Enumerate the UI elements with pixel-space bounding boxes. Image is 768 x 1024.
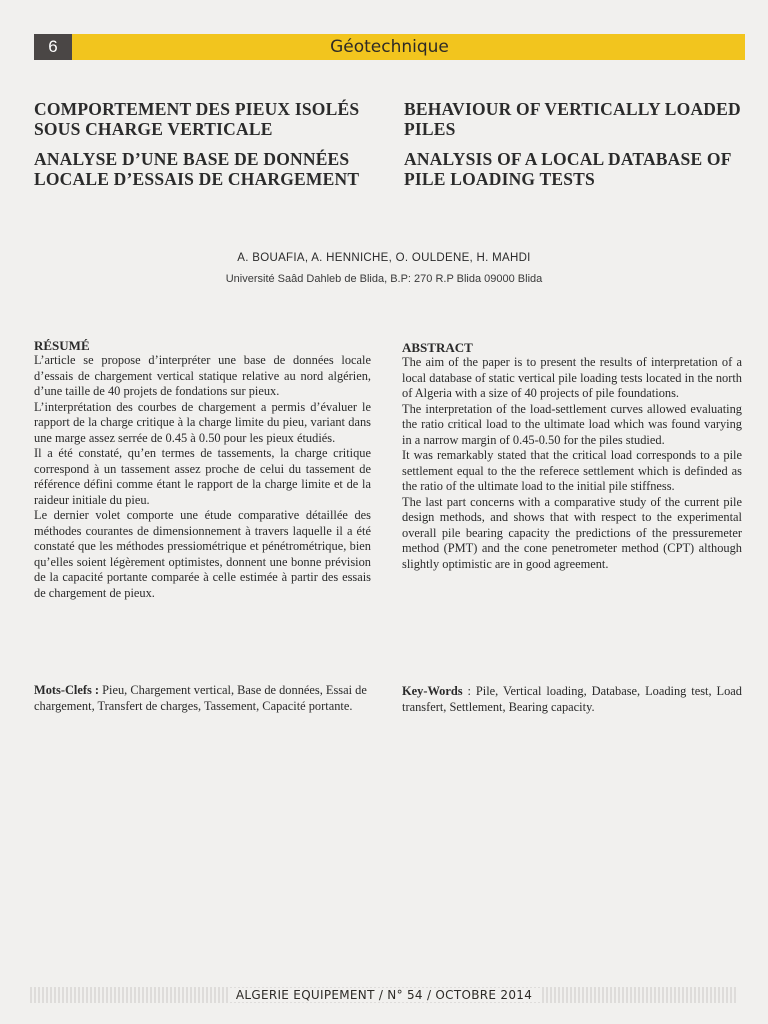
french-keywords <box>34 683 371 714</box>
abstract-heading: ABSTRACT <box>402 340 473 355</box>
abstract-paragraph: The last part concerns with a comparative study of the current pile design methods, and shows that with respect to the experimental overall pile bearing capacity the predictions of the pressuremeter method (PMT) and the cone penetrometer method (CPT) although slightly optimistic are in good agreement. <box>402 494 742 571</box>
english-title <box>404 99 764 189</box>
english-title-main: BEHAVIOUR OF VERTICALLY LOADED PILES <box>404 99 741 139</box>
english-keywords <box>402 684 742 715</box>
authors: A. BOUAFIA, A. HENNICHE, O. OULDENE, H. MAHDI <box>237 252 531 264</box>
footer-text: ALGERIE EQUIPEMENT / N° 54 / OCTOBRE 2014 <box>228 988 540 1002</box>
abstract-paragraph: The interpretation of the load-settlement curves allowed evaluating the ratio critical load to the ultimate load which was found varying in a narrow margin of 0.45-0.50 for the piles studied. <box>402 401 742 447</box>
french-title <box>34 99 394 189</box>
abstract-column <box>402 340 742 572</box>
english-keywords-label: Key-Words <box>402 684 463 698</box>
resume-paragraph: Le dernier volet comporte une étude comparative détaillée des méthodes courantes de dimensionnement à travers laquelle il a été constaté que les méthodes pressiométrique et pénétrométrique, bien qu’elles soient légèrement optimistes, donnent une bonne prévision de la capacité portante comparée à celle estimée à partir des essais de chargement de pieux. <box>34 508 371 600</box>
resume-heading: RÉSUMÉ <box>34 338 90 353</box>
french-title-sub: ANALYSE D’UNE BASE DE DONNÉES LOCALE D’ESSAIS DE CHARGEMENT <box>34 149 360 189</box>
header-bar <box>34 34 745 60</box>
page-number: 6 <box>34 34 72 60</box>
resume-paragraph: L’article se propose d’interpréter une base de données locale d’essais de chargement vertical statique relative au nord algérien, d’une taille de 40 projets de fondations sur pieux. <box>34 353 371 398</box>
french-title-main: COMPORTEMENT DES PIEUX ISOLÉS SOUS CHARGE VERTICALE <box>34 99 360 139</box>
english-title-sub: ANALYSIS OF A LOCAL DATABASE OF PILE LOADING TESTS <box>404 149 731 189</box>
french-keywords-text: Pieu, Chargement vertical, Base de données, Essai de chargement, Transfert de charges, Tassement, Capacité portante. <box>34 683 367 713</box>
section-title: Géotechnique <box>330 37 449 57</box>
footer <box>30 987 738 1003</box>
resume-column <box>34 338 371 601</box>
abstract-paragraph: The aim of the paper is to present the results of interpretation of a local database of static vertical pile loading tests located in the north of Algeria with a size of 40 projects of pile foundations. <box>402 355 742 400</box>
resume-paragraph: L’interprétation des courbes de chargement a permis d’évaluer le rapport de la charge critique à la charge limite du pieu, variant dans une marge assez serrée de 0.45 à 0.50 pour les pieux étudiés. <box>34 399 371 445</box>
resume-paragraph: Il a été constaté, qu’en termes de tassements, la charge critique correspond à un tassement assez proche de celui du tassement de référence défini comme étant le rapport de la charge limite et de la raideur initiale du pieu. <box>34 446 371 507</box>
french-keywords-label: Mots-Clefs : <box>34 683 100 697</box>
english-keywords-text: : Pile, Vertical loading, Database, Loading test, Load transfert, Settlement, Bearing capacity. <box>402 684 742 714</box>
affiliation: Université Saâd Dahleb de Blida, B.P: 270 R.P Blida 09000 Blida <box>225 273 543 285</box>
abstract-paragraph: It was remarkably stated that the critical load corresponds to a pile settlement equal to the the referece settlement which is definded as the ratio of the ultimate load to the initial pile stiffness. <box>402 448 742 493</box>
